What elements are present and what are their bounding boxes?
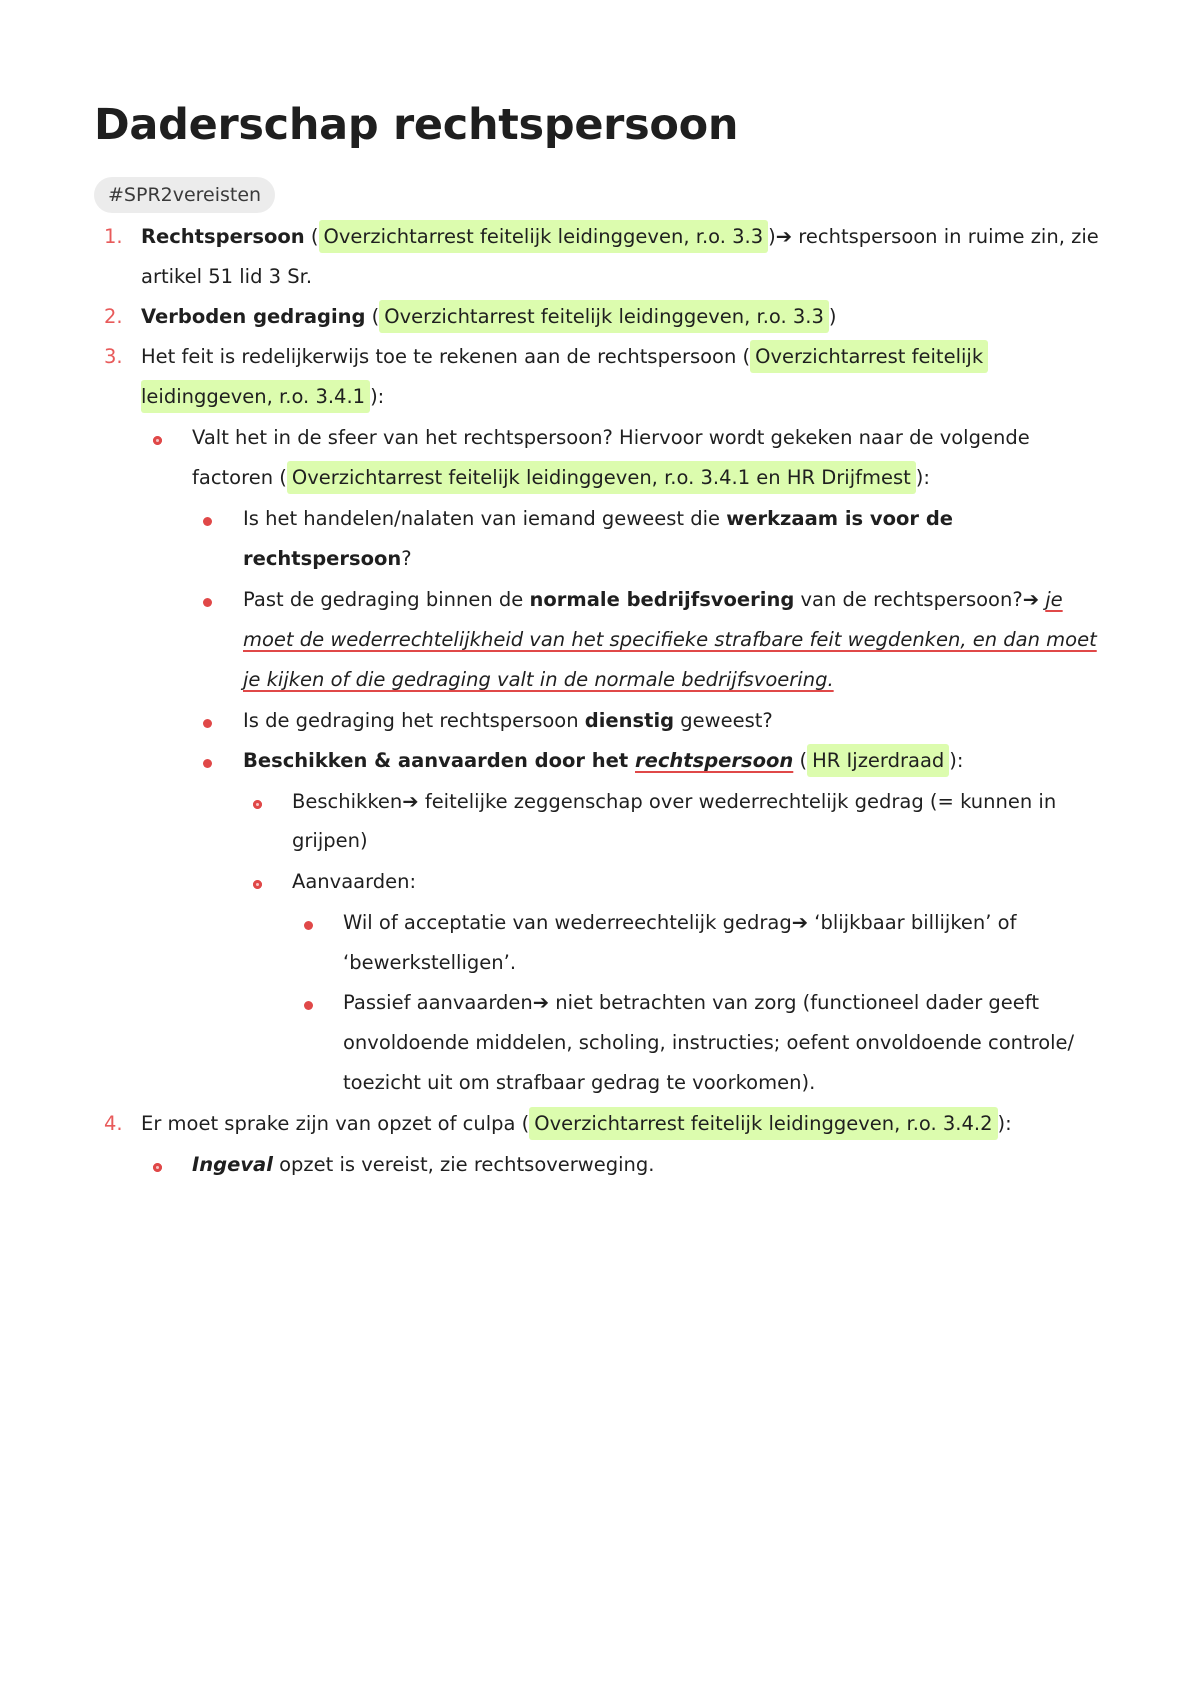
case-reference: Overzichtarrest feitelijk leidinggeven, r.o. 3.4.1 en HR Drijfmest: [287, 461, 916, 494]
factor-bold: dienstig: [584, 709, 675, 732]
factor-bedrijfsvoering: [243, 585, 1063, 615]
underlined-text: je: [1045, 588, 1063, 611]
paren: ):: [997, 1112, 1012, 1135]
item4-text: Er moet sprake zijn van opzet of culpa (: [141, 1112, 530, 1135]
factor-text: geweest?: [674, 709, 773, 732]
case-reference: Overzichtarrest feitelijk leidinggeven, r.o. 3.3: [319, 220, 769, 253]
factor-text: Is het handelen/nalaten van iemand geweest die: [243, 507, 727, 530]
factor-bold: Beschikken & aanvaarden door het: [243, 749, 635, 772]
page-title: Daderschap rechtspersoon: [94, 100, 739, 150]
factor-bedrijfsvoering-cont: [243, 625, 1097, 655]
item1-text: rechtspersoon in ruime zin, zie: [792, 225, 1099, 248]
bullet-icon: [203, 719, 212, 728]
paren: ):: [949, 749, 964, 772]
case-reference: Overzichtarrest feitelijk leidinggeven, r.o. 3.3: [379, 300, 829, 333]
factor-text: van de rechtspersoon?: [794, 588, 1023, 611]
underlined-text: moet de wederrechtelijkheid van het specifieke strafbare feit wegdenken, en dan moet: [243, 628, 1097, 651]
case-reference-cont: leidinggeven, r.o. 3.4.1: [141, 380, 370, 413]
beschikken-item: [292, 787, 1056, 817]
bullet-icon: [253, 800, 262, 809]
bullet-icon: [304, 1001, 313, 1010]
acceptatie-item: [343, 908, 1016, 938]
ingeval-item: [192, 1150, 654, 1180]
factor-bold: werkzaam is voor de: [726, 507, 954, 530]
sub-text: niet betrachten van zorg (functioneel dader geeft: [549, 991, 1039, 1014]
bullet-icon: [153, 436, 162, 445]
list-item-2: [141, 302, 837, 332]
factor-text: ?: [401, 547, 412, 570]
sub-text: ‘blijkbaar billijken’ of: [808, 911, 1017, 934]
factor-beschikken-aanvaarden: [243, 746, 963, 776]
hashtag[interactable]: #SPR2vereisten: [94, 177, 275, 213]
item1-continuation: artikel 51 lid 3 Sr.: [141, 265, 313, 288]
factor-dienstig: [243, 706, 773, 736]
sub-text: Wil of acceptatie van wederreechtelijk gedrag: [343, 911, 792, 934]
bullet-icon: [203, 598, 212, 607]
list-item-3: [141, 342, 988, 372]
paren: ):: [915, 466, 930, 489]
paren: ):: [370, 385, 385, 408]
arrow-icon: ➔: [775, 225, 793, 248]
item2-heading: Verboden gedraging: [141, 305, 366, 328]
underlined-text: rechtspersoon: [635, 749, 794, 772]
factor-text: Past de gedraging binnen de: [243, 588, 530, 611]
bullet-icon: [203, 759, 212, 768]
bold-italic-text: Ingeval: [192, 1153, 273, 1176]
passief-cont2: toezicht uit om strafbaar gedrag te voorkomen).: [343, 1071, 816, 1094]
case-reference: HR Ijzerdraad: [807, 744, 949, 777]
beschikken-cont: grijpen): [292, 829, 368, 852]
underlined-text: je kijken of die gedraging valt in de normale bedrijfsvoering.: [243, 668, 834, 691]
factor-werkzaam: [243, 504, 953, 534]
item3-text: Het feit is redelijkerwijs toe te rekenen aan de rechtspersoon (: [141, 345, 751, 368]
list-number-3: 3.: [104, 345, 123, 368]
factor-bold: normale bedrijfsvoering: [529, 588, 795, 611]
paren: ): [828, 305, 837, 328]
factor-text: Is de gedraging het rechtspersoon: [243, 709, 585, 732]
sub-item-sfeer: Valt het in de sfeer van het rechtspersoon? Hiervoor wordt gekeken naar de volgende: [192, 426, 1030, 449]
sub-text: opzet is vereist, zie rechtsoverweging.: [272, 1153, 655, 1176]
bullet-icon: [304, 921, 313, 930]
sub-item-sfeer-cont: [192, 463, 930, 493]
passief-cont: onvoldoende middelen, scholing, instructies; oefent onvoldoende controle/: [343, 1031, 1075, 1054]
arrow-icon: ➔: [791, 911, 809, 934]
factor-bold: rechtspersoon: [243, 547, 402, 570]
sub-text: Passief aanvaarden: [343, 991, 533, 1014]
acceptatie-cont: ‘bewerkstelligen’.: [343, 951, 517, 974]
factor-werkzaam-cont: [243, 544, 412, 574]
sub-item-text: factoren (: [192, 466, 287, 489]
list-number-2: 2.: [104, 305, 123, 328]
sub-text: Beschikken: [292, 790, 403, 813]
passief-item: [343, 988, 1039, 1018]
case-reference: Overzichtarrest feitelijk: [750, 340, 988, 373]
paren: (: [365, 305, 380, 328]
paren: ): [768, 225, 776, 248]
paren: (: [793, 749, 808, 772]
arrow-icon: ➔: [402, 790, 419, 813]
arrow-icon: ➔: [1022, 588, 1040, 611]
item1-heading: Rechtspersoon: [141, 225, 305, 248]
arrow-icon: ➔: [532, 991, 550, 1014]
list-number-1: 1.: [104, 225, 123, 248]
paren: (: [304, 225, 319, 248]
bullet-icon: [203, 517, 212, 526]
factor-bedrijfsvoering-cont2: [243, 665, 834, 695]
aanvaarden-item: Aanvaarden:: [292, 870, 417, 893]
bullet-icon: [153, 1163, 162, 1172]
case-reference: Overzichtarrest feitelijk leidinggeven, r.o. 3.4.2: [529, 1107, 997, 1140]
list-item-4: [141, 1109, 1012, 1139]
list-item-1: [141, 222, 1099, 252]
item3-continuation: [141, 382, 384, 412]
sub-text: feitelijke zeggenschap over wederrechtelijk gedrag (= kunnen in: [418, 790, 1057, 813]
bullet-icon: [253, 880, 262, 889]
list-number-4: 4.: [104, 1112, 123, 1135]
